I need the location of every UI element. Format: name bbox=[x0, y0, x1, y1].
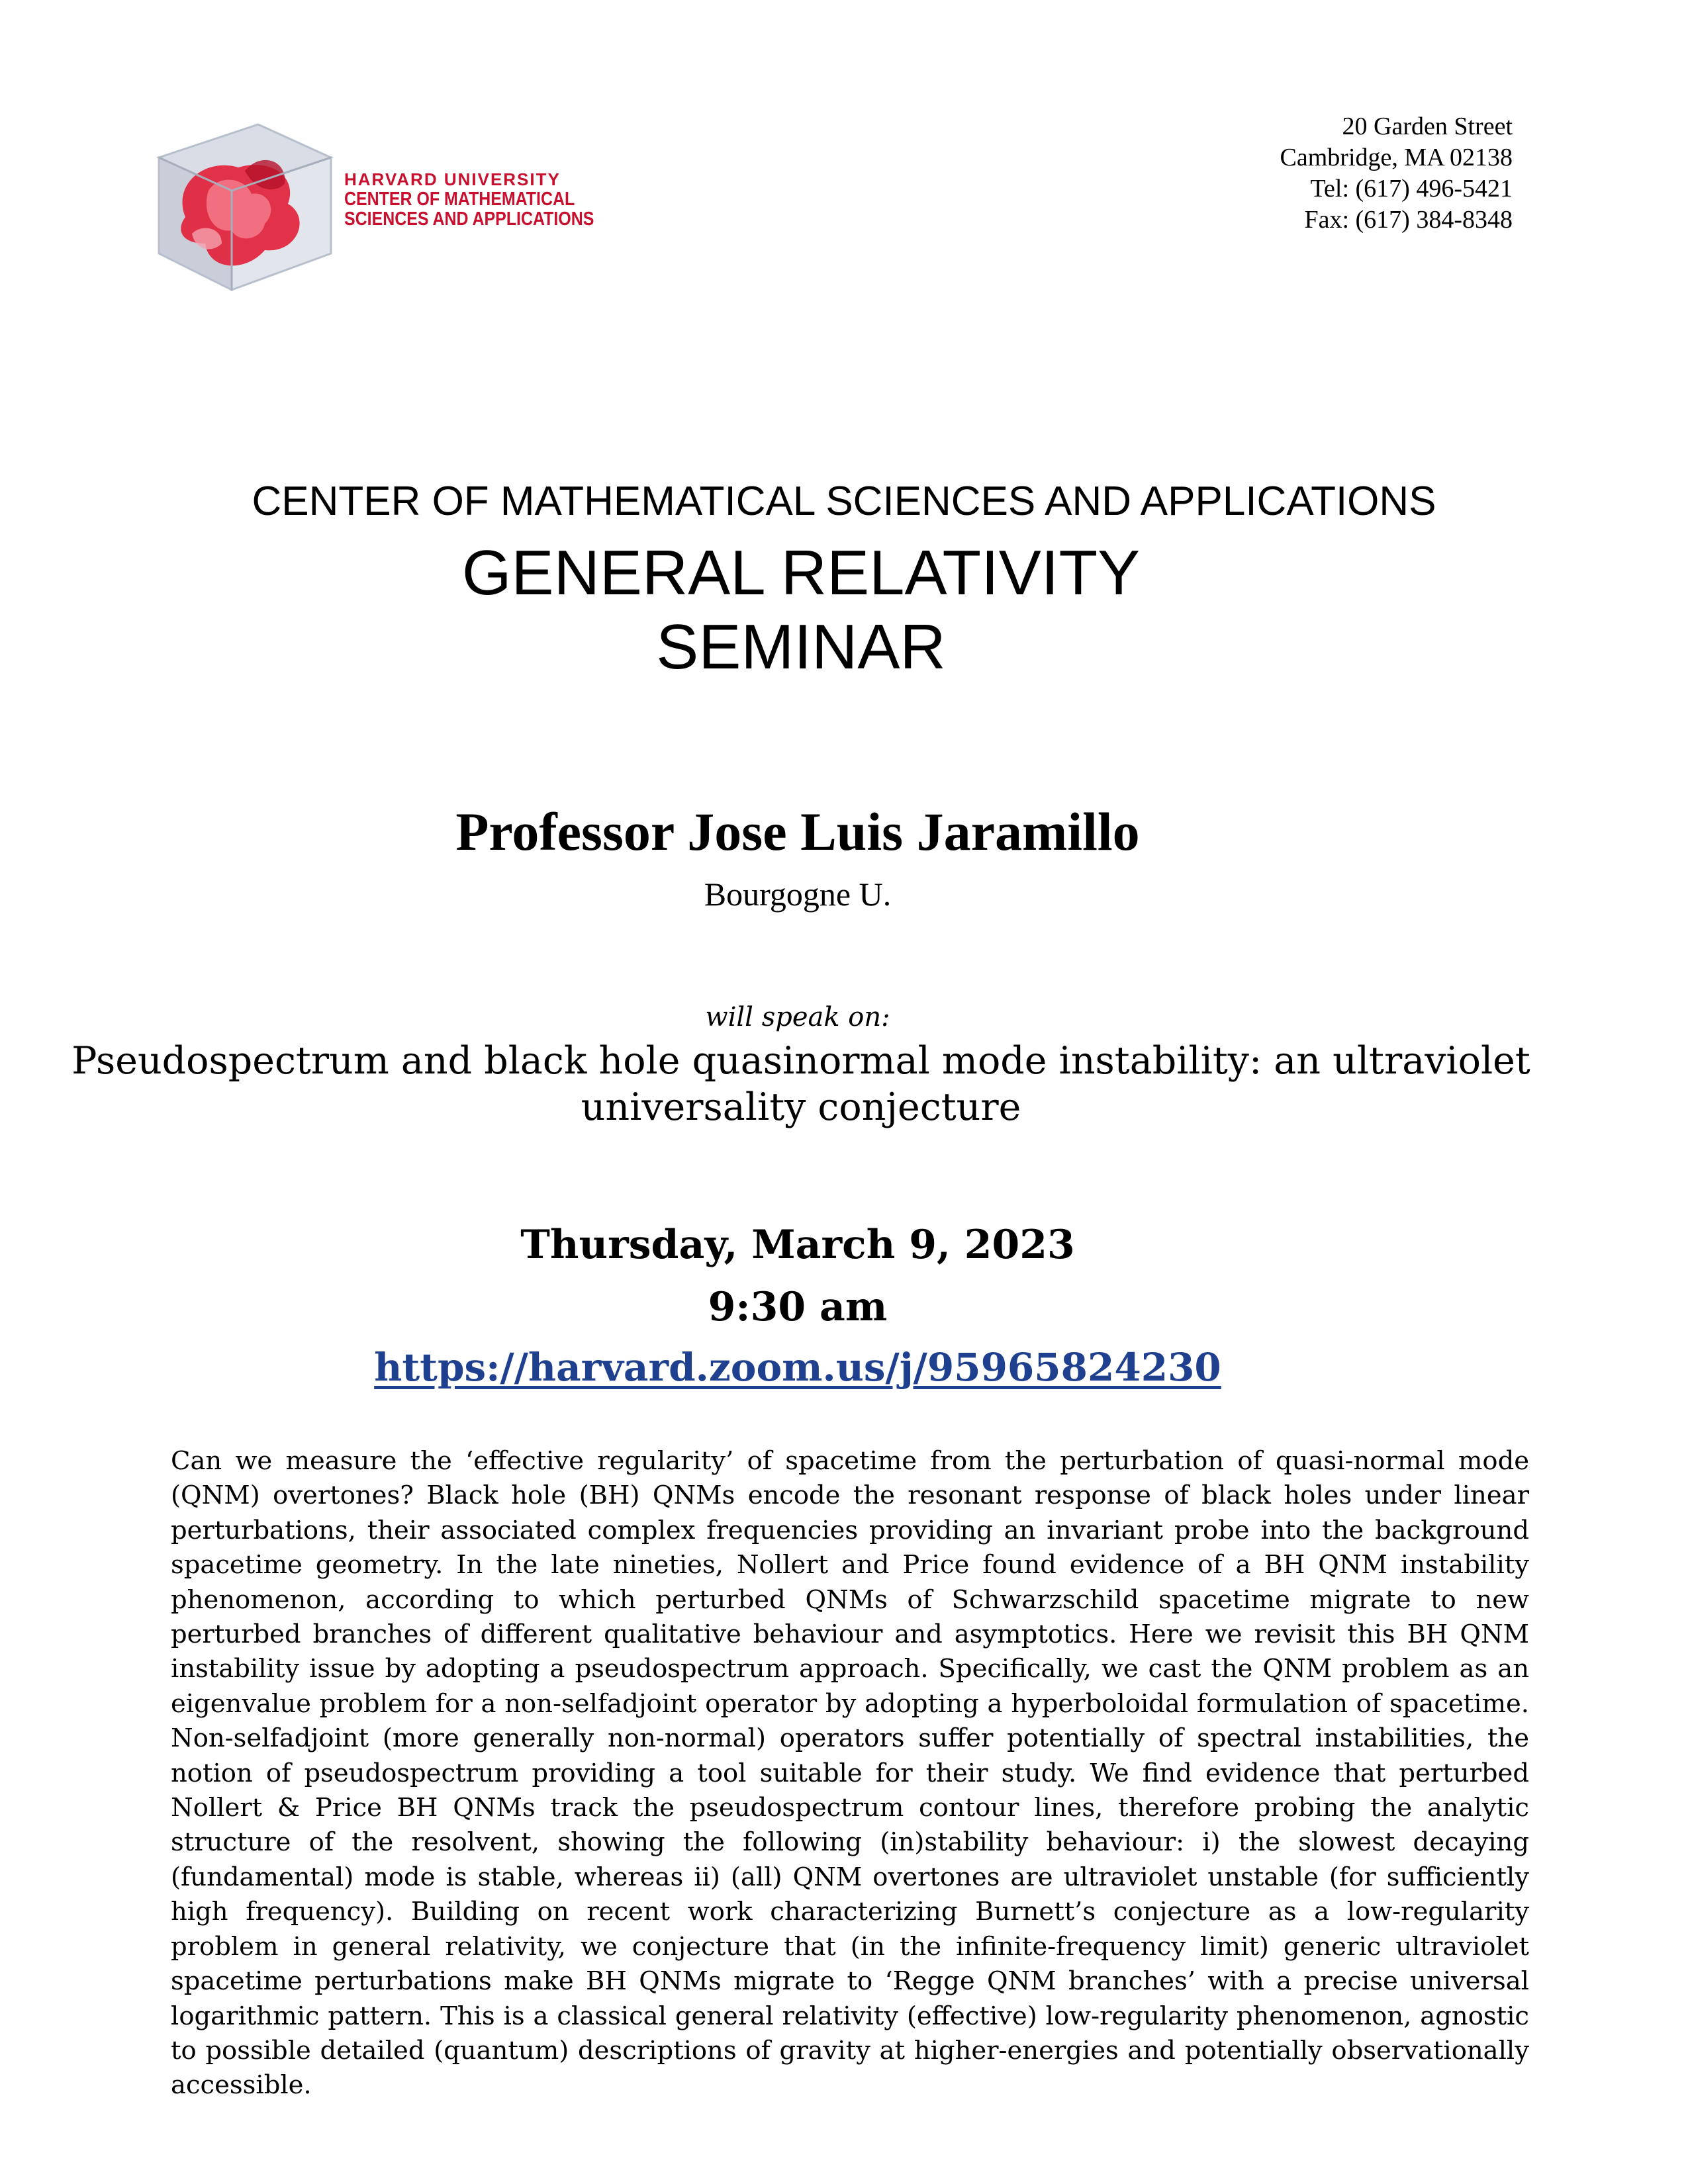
logo-line-sciences: SCIENCES AND APPLICATIONS bbox=[344, 208, 594, 230]
logo-line-center: CENTER OF MATHEMATICAL bbox=[344, 188, 575, 210]
address-city: Cambridge, MA 02138 bbox=[1280, 144, 1513, 171]
address-tel: Tel: (617) 496-5421 bbox=[1310, 175, 1513, 203]
address-street: 20 Garden Street bbox=[1342, 113, 1513, 140]
talk-time: 9:30 am bbox=[708, 1284, 888, 1330]
cmsa-logo bbox=[146, 111, 594, 296]
address-block bbox=[1280, 111, 1513, 236]
zoom-link-container bbox=[0, 1345, 1595, 1390]
will-speak-on-label: will speak on: bbox=[705, 1002, 890, 1032]
seminar-title bbox=[40, 536, 1562, 684]
speaker-affiliation: Bourgogne U. bbox=[704, 876, 892, 913]
seminar-title-line1: GENERAL RELATIVITY bbox=[461, 537, 1141, 608]
talk-title-line1: Pseudospectrum and black hole quasinormal mode instability: an ultraviolet bbox=[71, 1039, 1530, 1083]
logo-wordmark bbox=[344, 171, 596, 230]
center-name-heading: CENTER OF MATHEMATICAL SCIENCES AND APPLICATIONS bbox=[252, 478, 1436, 524]
abstract-paragraph: Can we measure the ‘effective regularity’ of spacetime from the perturbation of quasi-normal mode (QNM) overtones? Black hole (BH) QNMs encode the resonant response of black holes under linear perturbations, their associated complex frequencies providing an invariant probe into the background spacetime geometry. In the late nineties, Nollert and Price found evidence of a BH QNM instability phenomenon, according to which perturbed QNMs of Schwarzschild spacetime migrate to new perturbed branches of different qualitative behaviour and asymptotics. Here we revisit this BH QNM instability issue by adopting a pseudospectrum approach. Specifically, we cast the QNM problem as an eigenvalue problem for a non-selfadjoint operator by adopting a hyperboloidal formulation of spacetime. Non-selfadjoint (more generally non-normal) operators suffer potentially of spectral instabilities, the notion of pseudospectrum providing a tool suitable for their study. We find evidence that perturbed Nollert & Price BH QNMs track the pseudospectrum contour lines, therefore probing the analytic structure of the resolvent, showing the following (in)stability behaviour: i) the slowest decaying (fundamental) mode is stable, whereas ii) (all) QNM overtones are ultraviolet unstable (for sufficiently high frequency). Building on recent work characterizing Burnett’s conjecture as a low-regularity problem in general relativity, we conjecture that (in the infinite-frequency limit) generic ultraviolet spacetime perturbations make BH QNMs migrate to ‘Regge QNM branches’ with a precise universal logarithmic pattern. This is a classical general relativity (effective) low-regularity phenomenon, agnostic to possible detailed (quantum) descriptions of gravity at higher-energies and potentially observationally accessible. bbox=[171, 1446, 1529, 2101]
speaker-name: Professor Jose Luis Jaramillo bbox=[455, 801, 1140, 862]
logo-line-university: HARVARD UNIVERSITY bbox=[344, 169, 561, 189]
talk-title-line2: universality conjecture bbox=[581, 1085, 1021, 1129]
address-fax: Fax: (617) 384-8348 bbox=[1304, 206, 1513, 234]
talk-date: Thursday, March 9, 2023 bbox=[520, 1222, 1075, 1268]
seminar-title-line2: SEMINAR bbox=[656, 612, 946, 682]
cube-logo-icon bbox=[146, 111, 344, 296]
talk-title bbox=[40, 1038, 1562, 1130]
zoom-link[interactable]: https://harvard.zoom.us/j/95965824230 bbox=[374, 1345, 1221, 1390]
